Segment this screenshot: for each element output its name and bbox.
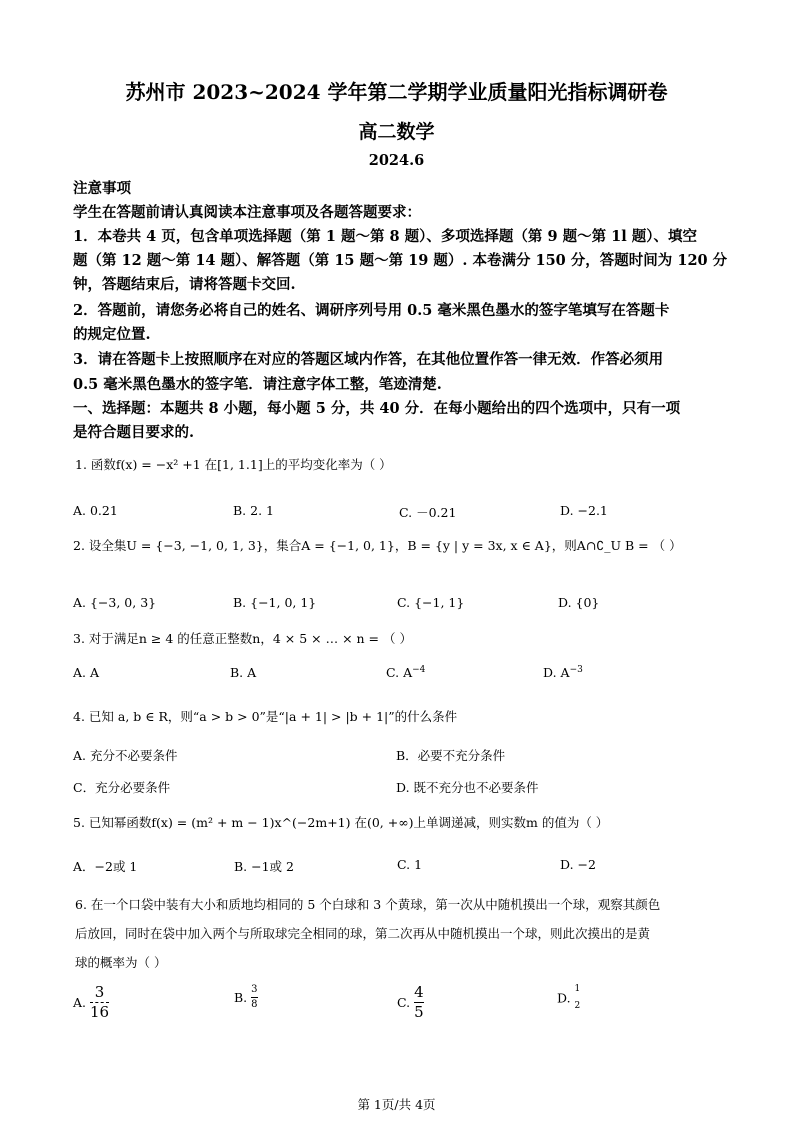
notice-heading: 注意事项	[73, 180, 131, 197]
q4-option-a[interactable]: A. 充分不必要条件	[73, 748, 178, 763]
subject-title: 高二数学	[358, 121, 435, 143]
q3-option-d-sup: −3	[569, 665, 583, 675]
q6-option-d-fraction	[575, 985, 581, 1011]
q6-option-b[interactable]	[234, 985, 258, 1010]
q6-option-c-fraction	[414, 985, 424, 1020]
q6-option-c-label: C.	[397, 995, 411, 1010]
q6-option-b-fraction	[251, 985, 257, 1010]
q6-option-a-label: A.	[73, 995, 87, 1010]
q1-option-c[interactable]: C. －0.21	[399, 505, 457, 520]
question-3-stem: 3. 对于满足n ≥ 4 的任意正整数n，4 × 5 × … × n = （ ）	[73, 631, 412, 646]
q5-option-d[interactable]: D. −2	[560, 857, 596, 872]
notice-item-2-line-2: 的规定位置.	[73, 326, 151, 343]
exam-title: 苏州市 2023~2024 学年第二学期学业质量阳光指标调研卷	[125, 80, 668, 104]
q1-option-a[interactable]: A. 0.21	[73, 503, 118, 518]
q4-option-d[interactable]: D. 既不充分也不必要条件	[396, 780, 539, 795]
q6-option-b-den: 8	[251, 999, 258, 1010]
notice-intro: 学生在答题前请认真阅读本注意事项及各题答题要求：	[73, 204, 421, 221]
question-5-stem: 5. 已知幂函数f(x) = (m² + m − 1)x^(−2m+1) 在(0, +∞)上单调递减，则实数m 的值为（ ）	[73, 815, 609, 830]
notice-item-2-line-1: 2．答题前，请您务必将自己的姓名、调研序列号用 0.5 毫米黑色墨水的签字笔填写在答题卡	[73, 302, 670, 319]
q4-option-c[interactable]: C．充分必要条件	[73, 780, 171, 795]
question-6-line-2: 后放回，同时在袋中加入两个与所取球完全相同的球，第二次再从中随机摸出一个球，则此次摸出的是黄	[75, 926, 651, 941]
q3-option-a-text: A. A	[73, 665, 100, 680]
notice-item-3-line-2: 0.5 毫米黑色墨水的签字笔．请注意字体工整，笔迹清楚.	[73, 376, 442, 393]
q5-option-c[interactable]: C. 1	[397, 857, 423, 872]
q2-option-d[interactable]: D. {0}	[558, 595, 600, 610]
q3-option-b[interactable]	[230, 665, 256, 680]
section-heading-line-1: 一、选择题：本题共 8 小题，每小题 5 分，共 40 分．在每小题给出的四个选项中，只有一项	[73, 400, 681, 417]
notice-item-1-line-1: 1．本卷共 4 页，包含单项选择题（第 1 题～第 8 题）、多项选择题（第 9 题～第 1l 题）、填空	[73, 228, 698, 245]
q3-option-d[interactable]	[543, 665, 583, 680]
q3-option-c-text: C. A	[386, 665, 413, 681]
q6-option-d-den: 2	[574, 1001, 581, 1011]
q6-option-d[interactable]	[557, 985, 580, 1011]
q6-option-c-den: 5	[414, 1003, 424, 1021]
q3-option-b-text: B. A	[230, 665, 257, 680]
q6-option-b-num: 3	[251, 984, 258, 995]
q6-option-c-num: 4	[414, 983, 424, 1001]
q3-option-a[interactable]	[73, 665, 99, 680]
q2-option-b[interactable]: B. {−1, 0, 1}	[233, 595, 317, 610]
q6-option-b-label: B.	[234, 990, 248, 1005]
q3-option-c[interactable]	[386, 665, 425, 680]
q4-option-b[interactable]: B．必要不充分条件	[396, 748, 506, 763]
q6-option-d-num: 1	[574, 984, 581, 994]
question-4-stem: 4. 已知 a, b ∈ R，则“a > b > 0”是“|a + 1| > |b + 1|”的什么条件	[73, 709, 458, 724]
section-heading-line-2: 是符合题目要求的.	[73, 424, 195, 441]
q2-option-c[interactable]: C. {−1, 1}	[397, 595, 465, 610]
question-6-line-1: 6. 在一个口袋中装有大小和质地均相同的 5 个白球和 3 个黄球，第一次从中随机摸出一个球，观察其颜色	[75, 897, 661, 912]
q1-option-b[interactable]: B. 2. 1	[233, 503, 274, 518]
notice-item-3-line-1: 3．请在答题卡上按照顺序在对应的答题区域内作答，在其他位置作答一律无效．作答必须用	[73, 351, 664, 368]
q6-option-a[interactable]	[73, 985, 109, 1020]
q1-option-d[interactable]: D. −2.1	[560, 503, 608, 518]
question-6-line-3: 球的概率为（ ）	[75, 955, 167, 970]
question-2-stem: 2. 设全集U = {−3, −1, 0, 1, 3}，集合A = {−1, 0, 1}，B = {y | y = 3x, x ∈ A}，则A∩∁_U B = （ ）	[73, 538, 682, 553]
q2-option-a[interactable]: A. {−3, 0, 3}	[73, 595, 157, 610]
q3-option-d-text: D. A	[543, 665, 570, 681]
q6-option-a-num: 3	[94, 983, 105, 1001]
notice-item-1-line-2: 题（第 12 题～第 14 题）、解答题（第 15 题～第 19 题）. 本卷满分 150 分，答题时间为 120 分	[73, 252, 728, 269]
q6-option-d-label: D.	[557, 990, 571, 1006]
exam-date: 2024.6	[368, 152, 425, 169]
page-number: 第 1页/共 4页	[357, 1097, 436, 1112]
q5-option-b[interactable]: B. −1或 2	[234, 859, 294, 874]
question-1-stem: 1. 函数f(x) = −x² +1 在[1, 1.1]上的平均变化率为（ ）	[75, 457, 392, 472]
q6-option-a-den: 16	[90, 1003, 110, 1021]
q6-option-c[interactable]	[397, 985, 424, 1020]
q6-option-a-fraction	[90, 985, 109, 1020]
q3-option-c-sup: −4	[412, 665, 426, 675]
q5-option-a[interactable]: A．−2或 1	[73, 859, 138, 874]
notice-item-1-line-3: 钟，答题结束后，请将答题卡交回.	[73, 276, 296, 293]
